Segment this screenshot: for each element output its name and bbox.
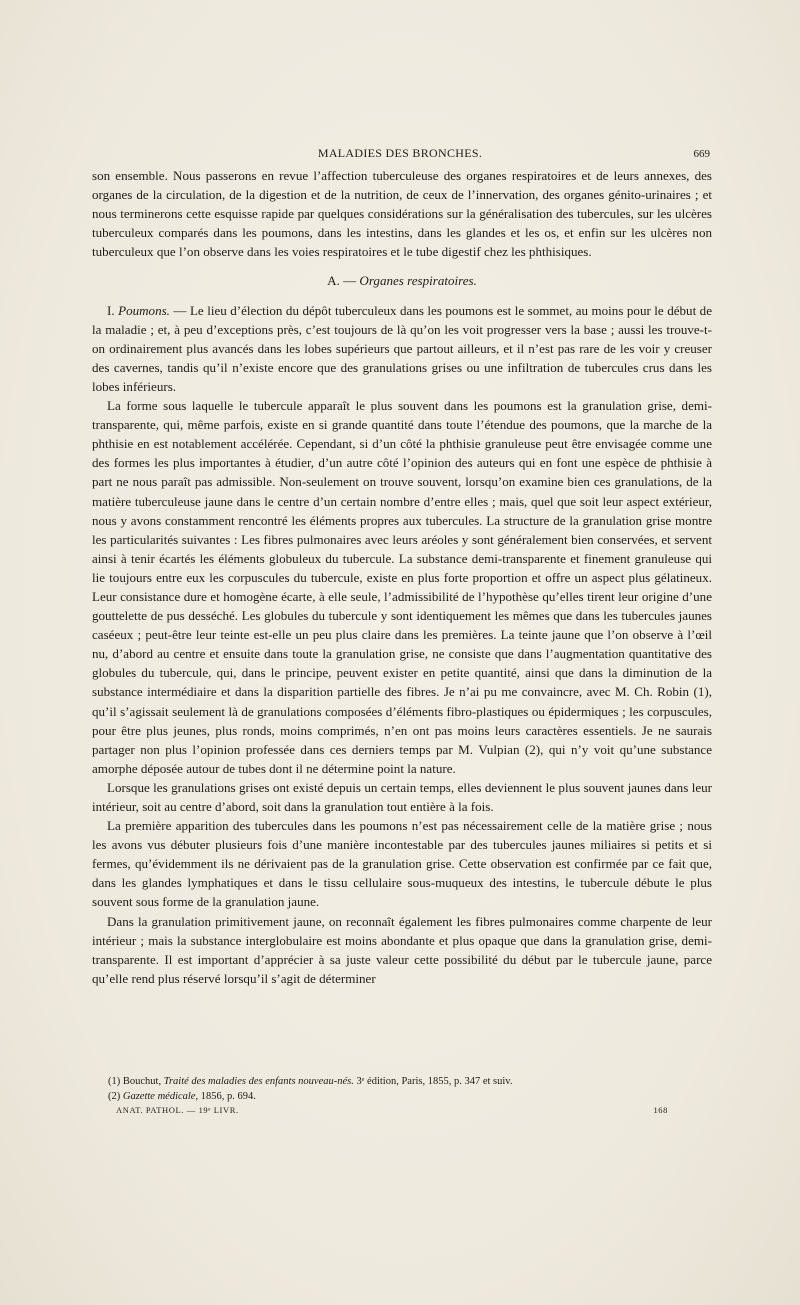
paragraph-poumons — [92, 301, 712, 396]
section-heading — [92, 271, 712, 290]
footnote-1-details: 3ᵉ édition, Paris, 1855, p. 347 et suiv. — [353, 1076, 513, 1087]
section-title: Organes respiratoires. — [359, 273, 477, 289]
paragraph-granulation-grise: La forme sous laquelle le tubercule apparaît le plus souvent dans les poumons est la granulation grise, demi-transparente, qui, même parfois, existe en si grande quantité dans toute l’étendue des poumons, que la marche de la phthisie en est notablement accélérée. Cependant, si d’un côté la phthisie granuleuse peut être envisagée comme une des formes les plus importantes à étudier, d’un autre côté l’opinion des auteurs qui en font une espèce de phthisie à part ne nous paraît pas admissible. Non-seulement on trouve souvent, lorsqu’on examine bien ces granulations, de la matière tuberculeuse jaune dans le centre d’un certain nombre d’entre elles ; mais, quel que soit leur aspect extérieur, nous y avons constamment rencontré les éléments propres aux tubercules. La structure de la granulation grise montre les particularités suivantes : Les fibres pulmonaires avec leurs aréoles y sont généralement bien conservées, et servent ainsi à tenir écartés les éléments globuleux du tubercule. La substance demi-transparente et finement granuleuse qui lie toujours entre eux les corpuscules du tubercule, existe en plus forte proportion et offre un aspect plus gélatineux. Leur consistance dure et homogène écarte, à elle seule, l’admissibilité de l’hypothèse qu’elles tirent leur origine d’une gouttelette de pus desséché. Les globules du tubercule y sont identiquement les mêmes que dans les tubercules jaunes caséeux ; peut-être leur teinte est-elle un peu plus claire dans les premières. La teinte jaune que l’on observe à l’œil nu, d’abord au centre et ensuite dans toute la granulation grise, ne consiste que dans l’augmentation quantitative des globules du tubercule, qui, dans le principe, peuvent exister en petite quantité, ainsi que dans la diminution de la substance intermédiaire et dans la disparition partielle des fibres. Je n’ai pu me convaincre, avec M. Ch. Robin (1), qu’il s’agissait seulement là de granulations composées d’éléments fibro-plastiques ou épidermiques ; les corpuscules, pour être plus jeunes, plus ronds, moins comprimés, n’en ont pas moins leurs caractères essentiels. Je ne saurais partager non plus l’opinion professée dans ces derniers temps par M. Vulpian (2), qui n’y voit qu’une substance amorphe déposée autour de tubes dont il ne détermine point la nature. — [92, 398, 712, 776]
signature-line — [116, 1105, 668, 1117]
section-letter: A. — — [327, 273, 357, 289]
paragraph-intro: son ensemble. Nous passerons en revue l’affection tuberculeuse des organes respiratoires et de leurs annexes, des organes de la circulation, de la digestion et de la nutrition, de ceux de l’innervation, des organes génito-urinaires ; et nous terminerons cette esquisse rapide par quelques considérations sur la généralisation des tubercules, sur les ulcères tuberculeux comparés dans les poumons, dans les intestins, dans les glandes et les os, et enfin sur les ulcères non tuberculeux que l’on observe dans les voies respiratoires et le tube digestif chez les phthisiques. — [92, 168, 712, 260]
subsection-title: Poumons. — [118, 302, 170, 318]
paragraph-granulations-jaunes: Lorsque les granulations grises ont existé depuis un certain temps, elles deviennent le plus souvent jaunes dans leur intérieur, soit au centre d’abord, soit dans la granulation tout entière à la fois. — [92, 779, 712, 814]
subsection-number: I. — [107, 302, 115, 318]
running-head — [90, 146, 710, 160]
footnote-1 — [108, 1074, 708, 1089]
signature-number: 168 — [653, 1105, 668, 1115]
main-text — [92, 166, 712, 988]
footnote-2-number: (2) — [108, 1091, 123, 1102]
footnote-2-details: 1856, p. 694. — [198, 1091, 256, 1102]
page-number: 669 — [693, 148, 710, 160]
footnote-2-title: Gazette médicale, — [122, 1091, 199, 1102]
footnotes — [108, 1074, 708, 1104]
footnote-1-author: (1) Bouchut, — [108, 1076, 164, 1087]
footnote-1-title: Traité des maladies des enfants nouveau-nés. — [163, 1076, 354, 1087]
paragraph-premiere-apparition: La première apparition des tubercules dans les poumons n’est pas nécessairement celle de la matière grise ; nous les avons vus débuter plusieurs fois d’une manière incontestable par des tubercules jaunes miliaires si petits et si fermes, qu’évidemment ils ne dérivaient pas de la granulation grise. Cette observation est confirmée par ce fait que, dans les glandes lymphatiques et dans le tissu cellulaire sous-muqueux des intestins, le tubercule débute le plus souvent sous forme de la granulation jaune. — [92, 818, 712, 910]
footnote-2 — [108, 1089, 708, 1104]
signature-mark: ANAT. PATHOL. — 19ᵉ LIVR. — [116, 1105, 239, 1115]
paragraph-granulation-jaune: Dans la granulation primitivement jaune, on reconnaît également les fibres pulmonaires comme charpente de leur intérieur ; mais la substance interglobulaire est moins abondante et plus opaque que dans la granulation grise, demi-transparente. Il est important d’apprécier à sa juste valeur cette possibilité du début par le tubercule jaune, parce qu’elle rend plus réservé lorsqu’il s’agit de déterminer — [92, 913, 712, 986]
paragraph-poumons-text: — Le lieu d’élection du dépôt tuberculeux dans les poumons est le sommet, au moins pour le début de la maladie ; et, à peu d’exceptions près, c’est toujours de là qu’on les voit progresser vers la base ; aussi les trouve-t-on ordinairement plus avancés dans les lobes supérieurs que partout ailleurs, et il n’est pas rare de les voir y creuser des cavernes, tandis qu’il n’existe encore que des granulations grises ou une infiltration de tubercules crus dans les lobes inférieurs. — [92, 302, 713, 394]
running-title: MALADIES DES BRONCHES. — [317, 146, 483, 160]
